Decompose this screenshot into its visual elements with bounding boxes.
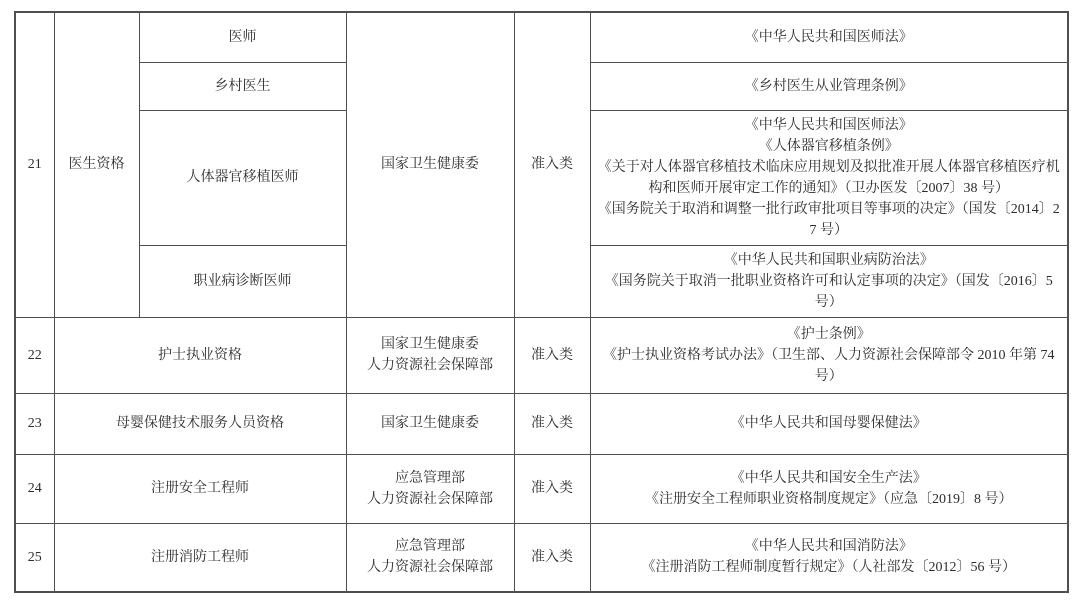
legal-basis-cell	[590, 245, 1068, 317]
department-line: 应急管理部	[395, 470, 465, 486]
legal-basis-line: 《国务院关于取消和调整一批行政审批项目等事项的决定》（国发〔2014〕27 号）	[597, 201, 1060, 238]
type-cell: 准入类	[514, 523, 590, 592]
department-line: 人力资源社会保障部	[367, 358, 493, 373]
department-cell	[346, 317, 514, 393]
table-row	[15, 12, 1068, 62]
department-line: 人力资源社会保障部	[367, 491, 493, 507]
legal-basis-line: 《国务院关于取消一批职业资格许可和认定事项的决定》（国发〔2016〕5 号）	[604, 273, 1053, 310]
legal-basis-line: 《关于对人体器官移植技术临床应用规划及拟批准开展人体器官移植医疗机构和医师开展审定工作的通知》（卫办医发〔2007〕38 号）	[597, 159, 1060, 196]
department-line: 应急管理部	[395, 539, 465, 555]
row-number-cell: 22	[15, 317, 54, 393]
legal-basis-cell	[590, 317, 1068, 393]
department-line: 人力资源社会保障部	[367, 560, 493, 576]
qualifications-table	[14, 11, 1069, 593]
department-line: 国家卫生健康委	[381, 416, 479, 431]
legal-basis-cell	[590, 393, 1068, 454]
legal-basis-line: 《乡村医生从业管理条例》	[744, 78, 913, 94]
legal-basis-cell	[590, 62, 1068, 110]
department-line: 国家卫生健康委	[381, 157, 479, 173]
legal-basis-line: 《护士条例》	[786, 326, 871, 342]
type-cell: 准入类	[514, 454, 590, 523]
qualification-name-cell: 注册消防工程师	[54, 523, 346, 592]
legal-basis-cell	[590, 12, 1068, 62]
legal-basis-line: 《注册消防工程师制度暂行规定》（人社部发〔2012〕56 号）	[641, 560, 1016, 576]
department-cell	[346, 523, 514, 592]
row-number-cell: 21	[15, 12, 54, 317]
qualification-name-cell: 护士执业资格	[54, 317, 346, 393]
legal-basis-cell	[590, 454, 1068, 523]
department-cell	[346, 12, 514, 317]
legal-basis-line: 《中华人民共和国消防法》	[744, 539, 913, 555]
legal-basis-line: 《中华人民共和国母婴保健法》	[730, 416, 927, 431]
category-cell: 医生资格	[54, 12, 139, 317]
type-cell: 准入类	[514, 12, 590, 317]
qualification-name-cell: 母婴保健技术服务人员资格	[54, 393, 346, 454]
row-number-cell: 24	[15, 454, 54, 523]
legal-basis-line: 《中华人民共和国安全生产法》	[730, 470, 927, 486]
legal-basis-line: 《中华人民共和国医师法》	[744, 29, 913, 45]
subitem-cell: 乡村医生	[139, 62, 346, 110]
legal-basis-line: 《中华人民共和国职业病防治法》	[723, 252, 934, 268]
row-number-cell: 25	[15, 523, 54, 592]
qualification-name-cell: 注册安全工程师	[54, 454, 346, 523]
legal-basis-cell	[590, 110, 1068, 245]
type-cell: 准入类	[514, 393, 590, 454]
table-row	[15, 454, 1068, 523]
legal-basis-cell	[590, 523, 1068, 592]
subitem-cell: 医师	[139, 12, 346, 62]
legal-basis-line: 《人体器官移植条例》	[758, 138, 899, 154]
type-cell: 准入类	[514, 317, 590, 393]
department-line: 国家卫生健康委	[381, 337, 479, 352]
department-cell	[346, 454, 514, 523]
department-cell	[346, 393, 514, 454]
table-row	[15, 317, 1068, 393]
table-row	[15, 393, 1068, 454]
legal-basis-line: 《中华人民共和国医师法》	[744, 117, 913, 133]
subitem-cell: 职业病诊断医师	[139, 245, 346, 317]
row-number-cell: 23	[15, 393, 54, 454]
table-row	[15, 523, 1068, 592]
legal-basis-line: 《注册安全工程师职业资格制度规定》（应急〔2019〕8 号）	[645, 491, 1013, 507]
subitem-cell: 人体器官移植医师	[139, 110, 346, 245]
legal-basis-line: 《护士执业资格考试办法》（卫生部、人力资源社会保障部令 2010 年第 74 号）	[603, 347, 1055, 384]
